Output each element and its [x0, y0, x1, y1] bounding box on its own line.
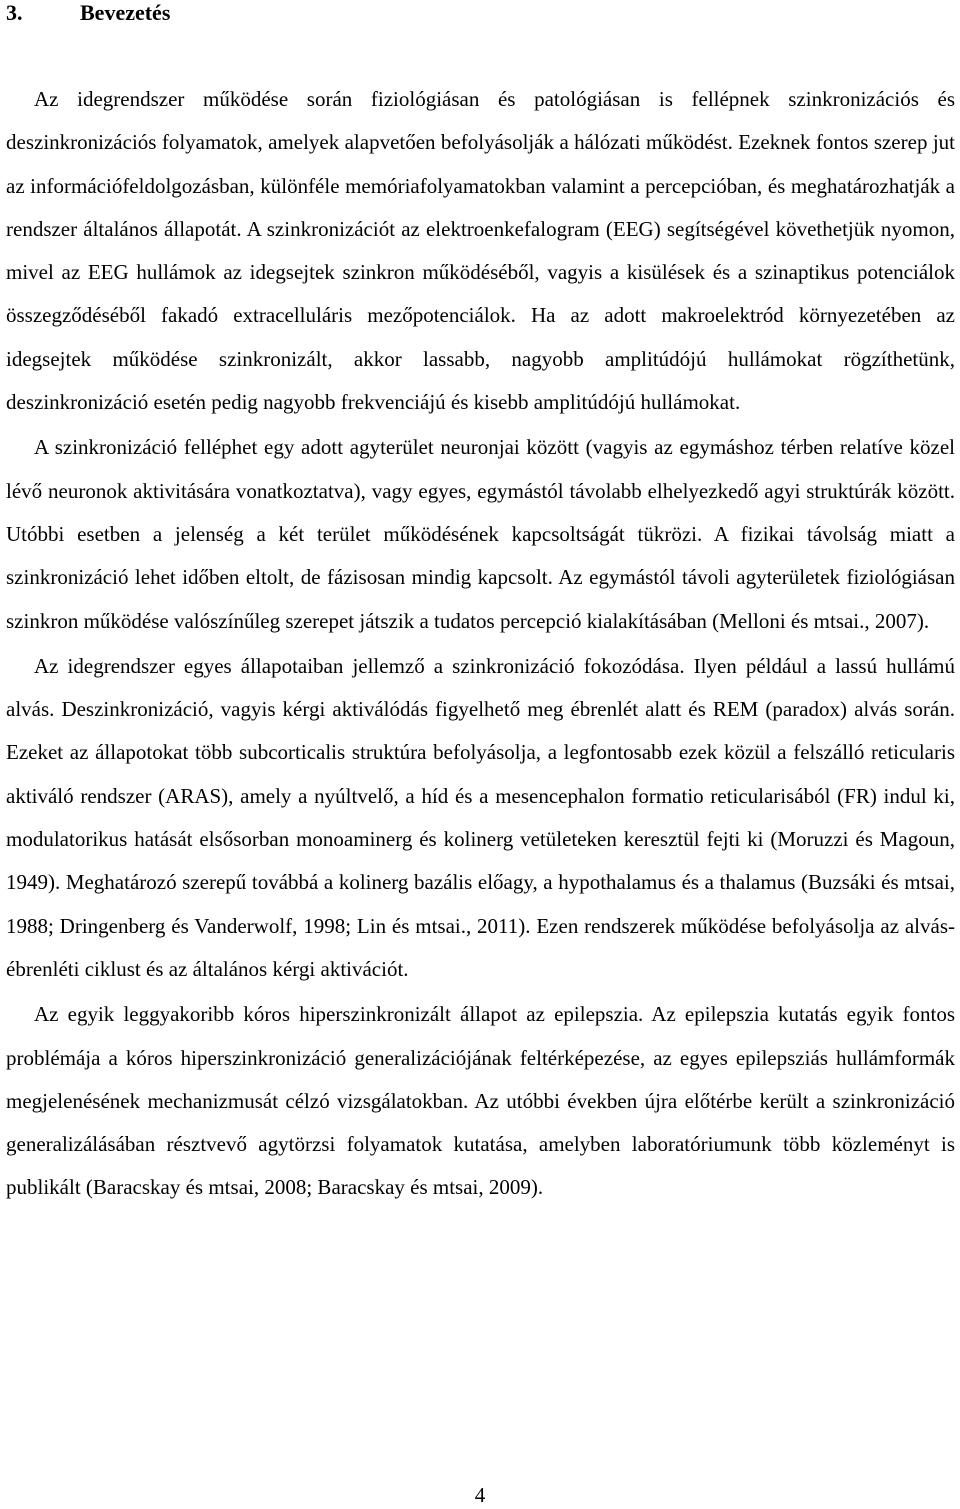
page-number: 4	[474, 1483, 486, 1507]
body-text	[6, 78, 955, 1210]
section-title: Bevezetés	[80, 0, 171, 25]
paragraph-3: Az idegrendszer egyes állapotaiban jellemző a szinkronizáció fokozódása. Ilyen például a lassú hullámú alvás. Deszinkronizáció, vagyis kérgi aktiválódás figyelhető meg ébrenlét alatt és REM (paradox) alvás során. Ezeket az állapotokat több subcorticalis struktúra befolyásolja, a legfontosabb ezek közül a felszálló reticularis aktiváló rendszer (ARAS), amely a nyúltvelő, a híd és a mesencephalon formatio reticularisából (FR) indul ki, modulatorikus hatását elsősorban monoaminerg és kolinerg vetületeken keresztül fejti ki (Moruzzi és Magoun, 1949). Meghatározó szerepű továbbá a kolinerg bazális előagy, a hypothalamus és a thalamus (Buzsáki és mtsai, 1988; Dringenberg és Vanderwolf, 1998; Lin és mtsai., 2011). Ezen rendszerek működése befolyásolja az alvás-ébrenléti ciklust és az általános kérgi aktivációt.	[6, 653, 955, 981]
section-heading	[6, 0, 170, 26]
section-number: 3.	[6, 0, 23, 25]
paragraph-4: Az egyik leggyakoribb kóros hiperszinkronizált állapot az epilepszia. Az epilepszia kutatás egyik fontos problémája a kóros hiperszinkronizáció generalizációjának feltérképezése, az egyes epilepsziás hullámformák megjelenésének mechanizmusát célzó vizsgálatokban. Az utóbbi években újra előtérbe került a szinkronizáció generalizálásában résztvevő agytörzsi folyamatok kutatása, amelyben laboratóriumunk több közleményt is publikált (Baracskay és mtsai, 2008; Baracskay és mtsai, 2009).	[6, 1002, 955, 1200]
paragraph-1: Az idegrendszer működése során fiziológiásan és patológiásan is fellépnek szinkronizációs és deszinkronizációs folyamatok, amelyek alapvetően befolyásolják a hálózati működést. Ezeknek fontos szerep jut az információfeldolgozásban, különféle memóriafolyamatokban valamint a percepcióban, és meghatározhatják a rendszer általános állapotát. A szinkronizációt az elektroenkefalogram (EEG) segítségével követhetjük nyomon, mivel az EEG hullámok az idegsejtek szinkron működéséből, vagyis a kisülések és a szinaptikus potenciálok összegződéséből fakadó extracelluláris mezőpotenciálok. Ha az adott makroelektród környezetében az idegsejtek működése szinkronizált, akkor lassabb, nagyobb amplitúdójú hullámokat rögzíthetünk, deszinkronizáció esetén pedig nagyobb frekvenciájú és kisebb amplitúdójú hullámokat.	[6, 87, 955, 415]
paragraph-2: A szinkronizáció felléphet egy adott agyterület neuronjai között (vagyis az egymáshoz térben relatíve közel lévő neuronok aktivitására vonatkoztatva), vagy egyes, egymástól távolabb elhelyezkedő agyi struktúrák között. Utóbbi esetben a jelenség a két terület működésének kapcsoltságát tükrözi. A fizikai távolság miatt a szinkronizáció lehet időben eltolt, de fázisosan mindig kapcsolt. Az egymástól távoli agyterületek fiziológiásan szinkron működése valószínűleg szerepet játszik a tudatos percepció kialakításában (Melloni és mtsai., 2007).	[6, 435, 955, 633]
